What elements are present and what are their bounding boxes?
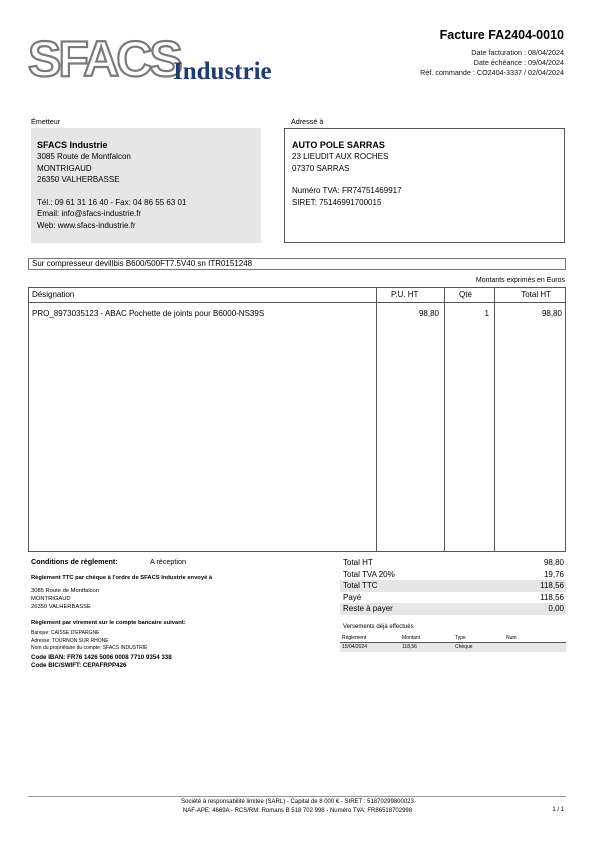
emitter-email: Email: info@sfacs-industrie.fr xyxy=(37,209,142,218)
cell-unit-price: 98,80 xyxy=(418,309,439,318)
page-number: 1 / 1 xyxy=(552,807,564,813)
recipient-label: Adressé à xyxy=(291,117,324,126)
recipient-address-line: 07370 SARRAS xyxy=(292,163,350,173)
recipient-address-line: 23 LIEUDIT AUX ROCHES xyxy=(292,152,389,161)
invoice-subject: Sur compresseur devillbis B600/500FT7.5V40 sn ITR0151248 xyxy=(28,258,566,270)
total-ttc-value: 118,56 xyxy=(540,581,564,590)
logo-mark-text: SFACS xyxy=(28,32,180,84)
column-header-qty: Qté xyxy=(459,290,472,299)
payments-table xyxy=(340,634,566,652)
paid-label: Payé xyxy=(343,592,362,602)
emitter-phone: Tél.: 09 61 31 16 40 - Fax: 04 86 55 63 01 xyxy=(37,197,187,207)
footer-legal-line: Société à responsabilité limitée (SARL) - Capital de 8 000 € - SIRET : 51870299800023 xyxy=(181,799,414,805)
recipient-name: AUTO POLE SARRAS xyxy=(292,140,385,150)
total-tva-value: 19,76 xyxy=(543,569,564,579)
due-date: Date échéance : 09/04/2024 xyxy=(473,58,564,67)
remaining-label: Reste à payer xyxy=(343,604,393,613)
cheque-address-line: 26350 VALHERBASSE xyxy=(31,604,91,610)
total-ttc-row xyxy=(340,580,566,592)
invoice-title: Facture FA2404-0010 xyxy=(439,28,564,42)
cell-designation: PRO_8973035123 - ABAC Pochette de joints pour B6000-NS39S xyxy=(32,309,265,318)
logo-word-text: Industrie xyxy=(173,58,272,84)
footer-legal-line: NAF-APE: 4669A - RCS/RM: Romans B 518 702 998 - Numéro TVA: FR86518702998 xyxy=(182,808,413,814)
emitter-name: SFACS Industrie xyxy=(37,140,108,150)
emitter-box xyxy=(31,128,261,243)
total-ht-value: 98,80 xyxy=(543,558,564,567)
cheque-address-line: 3085 Route de Montfalcon xyxy=(31,588,100,594)
recipient-siret: SIRET: 75146991700015 xyxy=(292,197,382,207)
items-table-header xyxy=(29,288,565,303)
column-header-designation: Désignation xyxy=(32,290,75,299)
payments-header-type: Type xyxy=(455,635,466,641)
total-tva-row xyxy=(340,569,566,581)
payments-header-reglement: Règlement xyxy=(342,635,367,641)
paid-value: 118,56 xyxy=(540,592,564,602)
total-ttc-label: Total TTC xyxy=(343,581,378,590)
table-row xyxy=(340,643,566,652)
recipient-box xyxy=(284,128,565,243)
invoice-date: Date facturation : 08/04/2024 xyxy=(471,48,564,57)
payment-amount: 118,56 xyxy=(402,644,417,650)
total-tva-label: Total TVA 20% xyxy=(343,569,395,579)
emitter-address-line: 26350 VALHERBASSE xyxy=(37,175,120,184)
account-owner: Nom du propriétaire du compte: SFACS INDUSTRIE xyxy=(31,645,148,651)
cheque-instructions-title: Règlement TTC par chèque à l'ordre de SFACS Industrie envoyé à xyxy=(31,575,213,581)
paid-row xyxy=(340,592,566,604)
emitter-address-line: MONTRIGAUD xyxy=(37,163,92,173)
emitter-website: Web: www.sfacs-industrie.fr xyxy=(37,220,136,230)
payment-terms-label: Conditions de règlement: xyxy=(31,557,118,566)
payment-date: 15/04/2024 xyxy=(342,644,368,650)
total-ht-row xyxy=(340,557,566,569)
cell-total: 98,80 xyxy=(541,309,562,318)
company-logo xyxy=(28,32,288,84)
order-reference: Réf. commande : CO2404-3337 / 02/04/2024 xyxy=(420,68,564,77)
payment-terms-value: A réception xyxy=(150,557,186,566)
bic-code: Code BIC/SWIFT: CEPAFRPP426 xyxy=(31,662,127,669)
payments-title: Versements déjà effectués xyxy=(343,624,414,630)
bank-address: Adresse: TOURNON SUR RHONE xyxy=(31,638,109,644)
emitter-label: Émetteur xyxy=(31,117,61,126)
currency-note: Montants exprimés en Euros xyxy=(475,277,565,284)
total-ht-label: Total HT xyxy=(343,558,373,567)
transfer-instructions-title: Règlement par virement sur le compte bancaire suivant: xyxy=(31,620,186,626)
column-header-total: Total HT xyxy=(521,290,551,299)
emitter-address-line: 3085 Route de Montfalcon xyxy=(37,152,131,161)
payment-type: Chèque xyxy=(455,644,473,650)
column-header-unit-price: P.U. HT xyxy=(391,290,419,299)
recipient-vat: Numéro TVA: FR74751469917 xyxy=(292,186,402,195)
bank-name: Banque: CAISSE D'EPARGNE xyxy=(31,630,100,636)
iban-code: Code IBAN: FR76 1426 5006 0008 7710 9354 338 xyxy=(31,654,172,661)
payments-header-montant: Montant xyxy=(402,635,421,641)
cell-qty: 1 xyxy=(484,309,489,318)
totals-block xyxy=(340,557,566,615)
remaining-value: 0,00 xyxy=(548,604,564,613)
footer-divider xyxy=(28,796,566,797)
payments-table-header xyxy=(340,634,566,643)
cheque-address-line: MONTRIGAUD xyxy=(31,596,71,602)
remaining-row xyxy=(340,603,566,615)
items-table xyxy=(28,287,566,552)
payments-header-num: Num xyxy=(506,635,517,641)
